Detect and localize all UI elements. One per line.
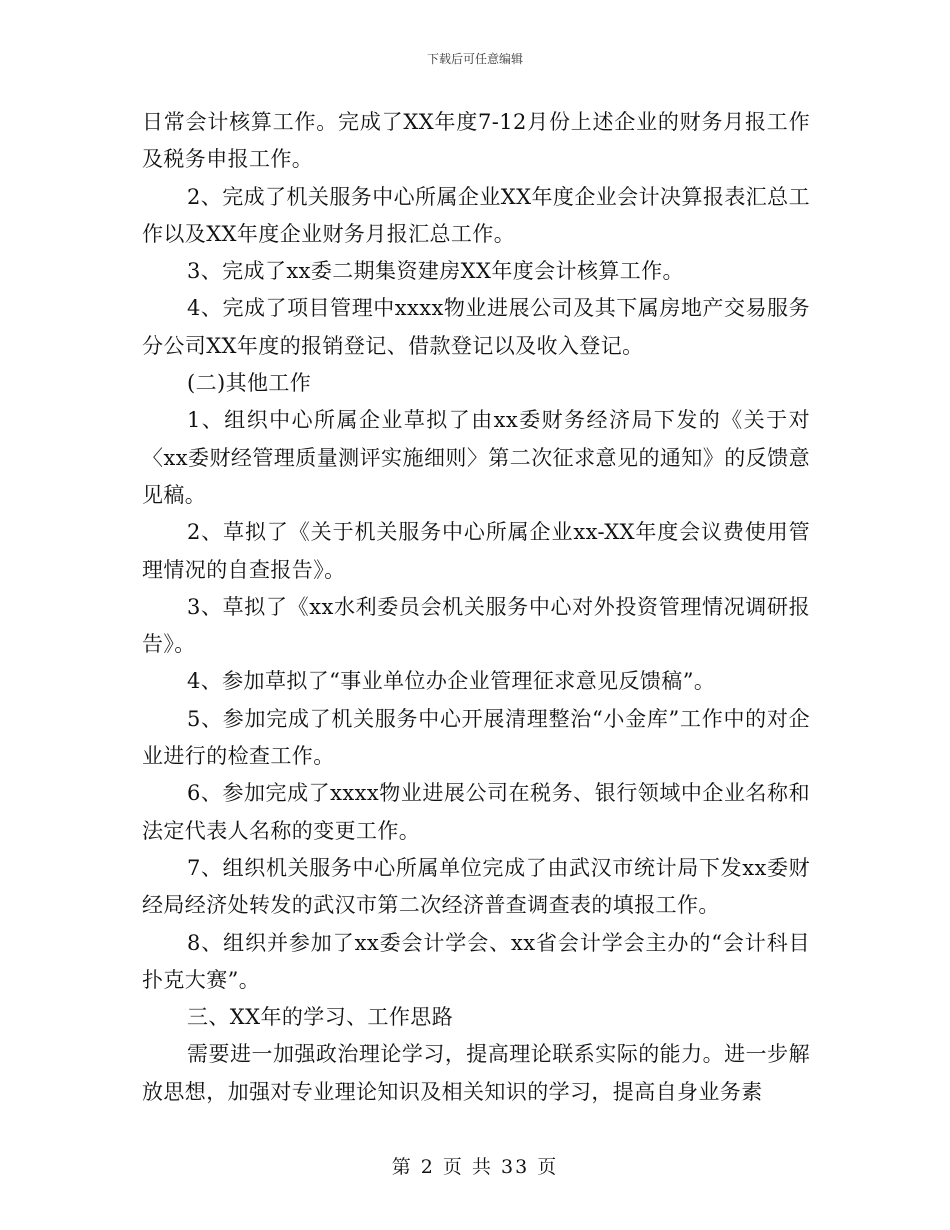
- paragraph-11: 6、参加完成了xxxx物业进展公司在税务、银行领域中企业名称和法定代表人名称的变更工作。: [142, 781, 810, 843]
- paragraph-15: 需要进一加强政治理论学习，提高理论联系实际的能力。进一步解放思想，加强对专业理论知识及相关知识的学习，提高自身业务素: [142, 1042, 810, 1104]
- paragraph-4: 4、完成了项目管理中xxxx物业进展公司及其下属房地产交易服务分公司XX年度的报销登记、借款登记以及收入登记。: [142, 296, 810, 358]
- paragraph-12: 7、组织机关服务中心所属单位完成了由武汉市统计局下发xx委财经局经济处转发的武汉市第二次经济普查调查表的填报工作。: [142, 855, 810, 918]
- paragraph-10: 5、参加完成了机关服务中心开展清理整治“小金库”工作中的对企业进行的检查工作。: [142, 706, 810, 769]
- paragraph-13: 8、组织并参加了xx委会计学会、xx省会计学会主办的“会计科目扑克大赛”。: [142, 930, 810, 992]
- document-body: [142, 104, 810, 1111]
- section-heading-plans: 三、XX年的学习、工作思路: [187, 1005, 454, 1030]
- paragraph-8: 3、草拟了《xx水利委员会机关服务中心对外投资管理情况调研报告》。: [142, 594, 810, 657]
- paragraph-3: 3、完成了xx委二期集资建房XX年度会计核算工作。: [187, 259, 684, 284]
- paragraph-1: 日常会计核算工作。完成了XX年度7-12月份上述企业的财务月报工作及税务申报工作。: [142, 110, 810, 172]
- paragraph-2: 2、完成了机关服务中心所属企业XX年度企业会计决算报表汇总工作以及XX年度企业财务月报汇总工作。: [142, 184, 810, 246]
- section-heading-other-work: (二)其他工作: [187, 371, 312, 396]
- paragraph-7: 2、草拟了《关于机关服务中心所属企业xx-XX年度会议费使用管理情况的自查报告》。: [142, 520, 810, 582]
- page-number-footer: 第 2 页 共 33 页: [391, 1156, 559, 1178]
- paragraph-6: 1、组织中心所属企业草拟了由xx委财务经济局下发的《关于对〈xx委财经管理质量测评实施细则〉第二次征求意见的通知》的反馈意见稿。: [142, 408, 810, 507]
- page-header: 下载后可任意编辑: [426, 52, 523, 66]
- paragraph-9: 4、参加草拟了“事业单位办企业管理征求意见反馈稿”。: [187, 669, 716, 694]
